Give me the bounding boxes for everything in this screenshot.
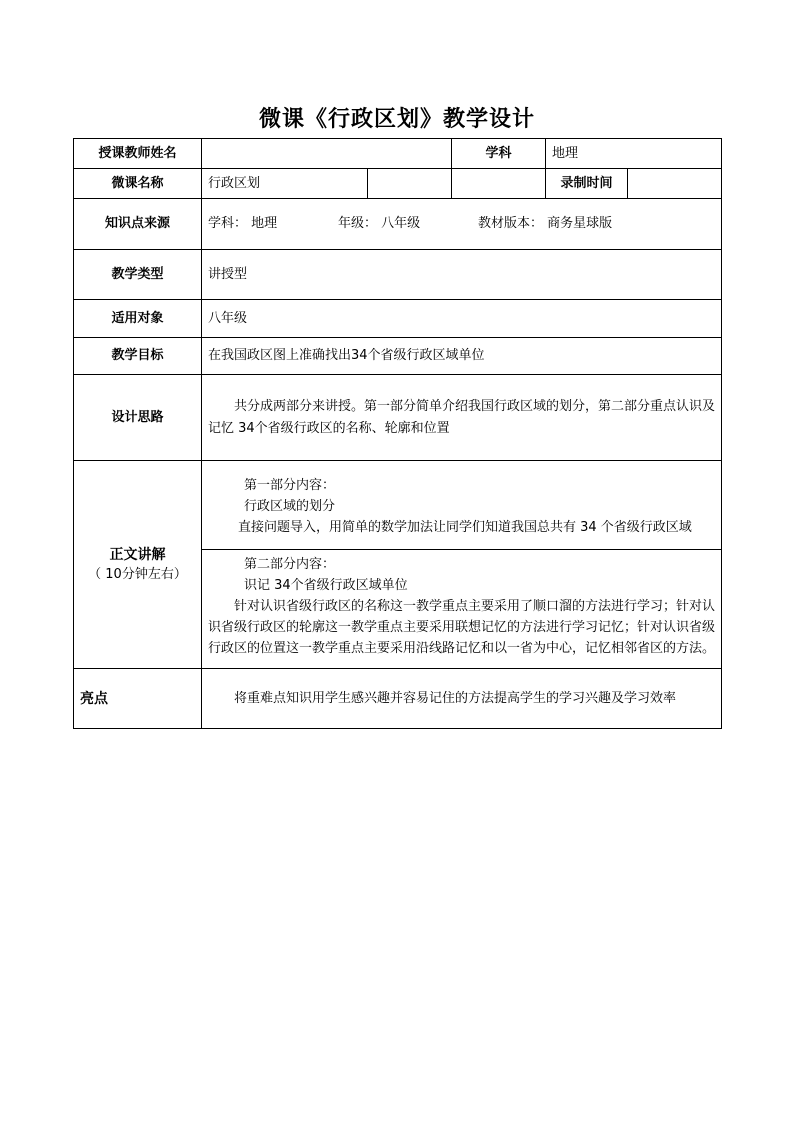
part-one-topic: 行政区域的划分 [244,498,336,514]
subject-label: 学科 [452,139,546,169]
row-main-content [74,461,722,669]
row-teaching-type [74,250,722,300]
knowledge-source-label: 知识点来源 [74,199,202,250]
course-name-label: 微课名称 [74,169,202,199]
part-two-heading: 第二部分内容： [244,556,336,572]
course-blank-cell-1 [368,169,452,199]
row-source [74,199,722,250]
part-two-topic: 识记 34个省级行政区域单位 [244,577,408,593]
part-one-heading: 第一部分内容： [244,477,336,493]
source-subject: 学科： 地理 [208,216,278,231]
subject-value: 地理 [546,139,722,169]
row-audience [74,300,722,338]
part-two [202,549,721,663]
design-idea-value: 共分成两部分来讲授。第一部分简单介绍我国行政区域的划分，第二部分重点认识及记忆 34个省级行政区的名称、轮廓和位置 [202,375,722,461]
document-title: 微课《行政区划》教学设计 [258,106,535,132]
teaching-goal-label: 教学目标 [74,338,202,375]
row-course [74,169,722,199]
teacher-name-label: 授课教师姓名 [74,139,202,169]
main-content-duration: （ 10分钟左右） [88,566,187,582]
course-name-value: 行政区划 [202,169,368,199]
knowledge-source-value [202,199,722,250]
main-content-value [202,461,722,669]
source-textbook: 教材版本： 商务星球版 [478,216,613,231]
lesson-design-table [73,138,722,729]
record-time-label: 录制时间 [546,169,628,199]
teaching-type-label: 教学类型 [74,250,202,300]
row-goal [74,338,722,375]
highlight-value: 将重难点知识用学生感兴趣并容易记住的方法提高学生的学习兴趣及学习效率 [202,669,722,729]
highlight-label: 亮点 [74,669,202,729]
part-two-text: 针对认识省级行政区的名称这一教学重点主要采用了顺口溜的方法进行学习；针对认识省级行政区的轮廓这一教学重点主要采用联想记忆的方法进行学习记忆；针对认识省级行政区的位置这一教学重点主要采用沿线路记忆和以一省为中心，记忆相邻省区的方法。 [208,598,716,656]
teaching-type-value: 讲授型 [202,250,722,300]
part-one-text: 直接问题导入，用简单的数学加法让同学们知道我国总共有 34 个省级行政区域 [238,519,692,535]
design-idea-label: 设计思路 [74,375,202,461]
course-blank-cell-2 [452,169,546,199]
record-time-value [628,169,722,199]
main-content-title: 正文讲解 [109,546,166,563]
row-highlight [74,669,722,729]
audience-value: 八年级 [202,300,722,338]
teacher-name-value [202,139,452,169]
audience-label: 适用对象 [74,300,202,338]
row-design [74,375,722,461]
source-grade: 年级： 八年级 [338,216,421,231]
part-one [202,467,721,549]
main-content-label [74,461,202,669]
row-teacher [74,139,722,169]
teaching-goal-value: 在我国政区图上准确找出34个省级行政区域单位 [202,338,722,375]
